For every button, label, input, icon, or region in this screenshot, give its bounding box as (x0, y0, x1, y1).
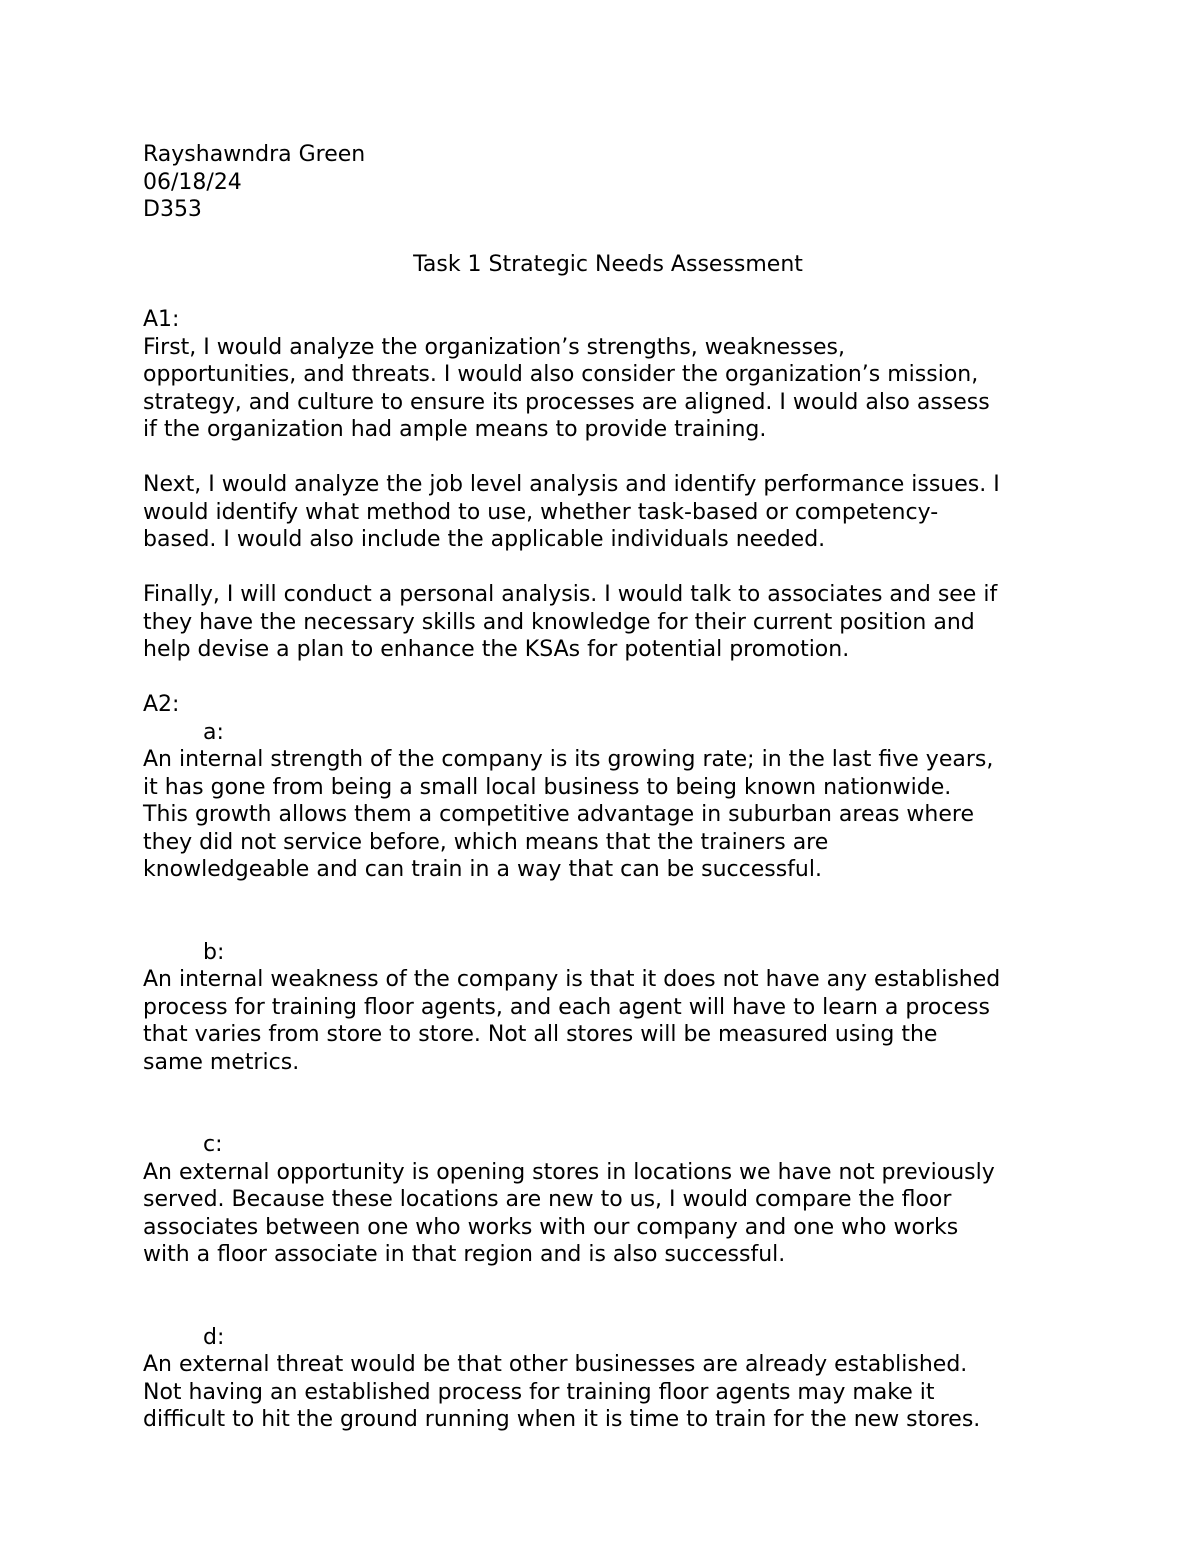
section-a1-paragraph-2 (143, 471, 1073, 554)
subsection-b-paragraph (143, 966, 1073, 1076)
subsection-a-paragraph (143, 746, 1073, 884)
paragraph-line: opportunities, and threats. I would also consider the organization’s mission, (143, 362, 979, 387)
paragraph-line: An external opportunity is opening stores in locations we have not previously (143, 1159, 995, 1185)
document-title: Task 1 Strategic Needs Assessment (413, 252, 803, 277)
section-a1-heading: A1: (143, 307, 180, 332)
paragraph-line: Finally, I will conduct a personal analysis. I would talk to associates and see if (143, 582, 998, 607)
subsection-a-label: a: (203, 719, 224, 745)
paragraph-line: An external threat would be that other businesses are already established. (143, 1352, 968, 1377)
document-date: 06/18/24 (143, 169, 242, 195)
paragraph-line: An internal strength of the company is its growing rate; in the last five years, (143, 747, 994, 772)
paragraph-line: would identify what method to use, whether task-based or competency- (143, 499, 939, 525)
paragraph-line: associates between one who works with our company and one who works (143, 1214, 959, 1240)
paragraph-line: served. Because these locations are new to us, I would compare the floor (143, 1187, 952, 1212)
paragraph-line: First, I would analyze the organization’s strengths, weaknesses, (143, 334, 845, 360)
paragraph-line: that varies from store to store. Not all stores will be measured using the (143, 1022, 938, 1047)
subsection-b-label: b: (203, 939, 225, 965)
paragraph-line: This growth allows them a competitive advantage in suburban areas where (143, 802, 974, 827)
document-page (143, 141, 1073, 1461)
subsection-c-label: c: (203, 1132, 223, 1157)
paragraph-line: strategy, and culture to ensure its processes are aligned. I would also assess (143, 389, 990, 415)
paragraph-line: help devise a plan to enhance the KSAs for potential promotion. (143, 637, 850, 662)
subsection-c-paragraph (143, 1159, 1073, 1269)
author-name: Rayshawndra Green (143, 142, 366, 167)
paragraph-line: with a floor associate in that region and is also successful. (143, 1242, 786, 1267)
subsection-d-label: d: (203, 1324, 225, 1350)
paragraph-line: An internal weakness of the company is that it does not have any established (143, 967, 1001, 992)
paragraph-line: knowledgeable and can train in a way that can be successful. (143, 857, 822, 882)
paragraph-line: Next, I would analyze the job level analysis and identify performance issues. I (143, 472, 1000, 497)
section-a1-paragraph-1 (143, 334, 1073, 444)
paragraph-line: they did not service before, which means that the trainers are (143, 829, 829, 855)
subsection-d-paragraph (143, 1351, 1073, 1434)
paragraph-line: it has gone from being a small local business to being known nationwide. (143, 774, 952, 800)
paragraph-line: same metrics. (143, 1049, 300, 1075)
paragraph-line: difficult to hit the ground running when it is time to train for the new stores. (143, 1407, 981, 1432)
section-a2-heading: A2: (143, 692, 180, 717)
paragraph-line: process for training floor agents, and each agent will have to learn a process (143, 994, 990, 1020)
paragraph-line: based. I would also include the applicable individuals needed. (143, 527, 826, 552)
course-code: D353 (143, 197, 202, 222)
paragraph-line: Not having an established process for training floor agents may make it (143, 1379, 935, 1405)
section-a1-paragraph-3 (143, 581, 1073, 664)
paragraph-line: if the organization had ample means to provide training. (143, 417, 767, 442)
paragraph-line: they have the necessary skills and knowledge for their current position and (143, 609, 975, 635)
